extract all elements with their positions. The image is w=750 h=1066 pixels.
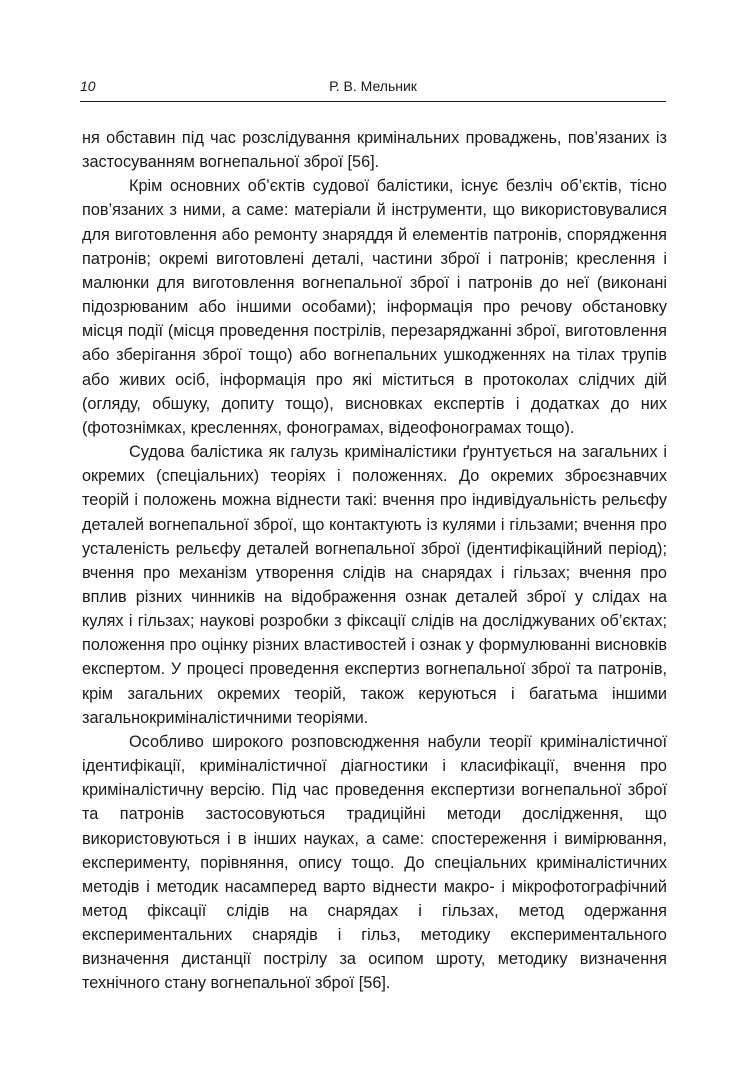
paragraph: Крім основних об’єктів судової балістики, існує безліч об’єктів, тісно пов’язаних з ними, а саме: матеріали й інструменти, що використовувалися для виготовлення або ремонту знаряддя й елементів патронів, спорядження патронів; окремі виготовлені деталі, частини зброї і патронів; креслення і малюнки для виготовлення вогнепальної зброї і патронів до неї (виконані підозрюваним або іншими особами); інформація про речову обстановку місця події (місця проведення пострілів, перезаряджанні зброї, виготовлення або зберігання зброї тощо) або вогнепальних ушкодженнях на тілах трупів або живих осіб, інформація про які міститься в протоколах слідчих дій (огляду, обшуку, допиту тощо), висновках експертів і додатках до них (фотознімках, кресленнях, фонограмах, відеофонограмах тощо). [82, 177, 667, 437]
paragraph: Особливо широкого розповсюдження набули теорії криміналістичної ідентифікації, криміналістичної діагностики і класифікації, вчення про криміналістичну версію. Під час проведення експертизи вогнепальної зброї та патронів застосовуються традиційні методи дослідження, що використовуються і в інших науках, а саме: спостереження і вимірювання, експерименту, порівняння, опису тощо. До спеціальних криміналістичних методів і методик насамперед варто віднести макро- і мікрофотографічний метод фіксації слідів на снарядах і гільзах, метод одержання експериментальних снарядів і гільз, методику експериментального визначення дистанції пострілу за осипом шроту, методику визначення технічного стану вогнепальної зброї [56]. [82, 732, 667, 993]
page-body [82, 126, 667, 996]
page-header [80, 78, 666, 100]
running-head-author: Р. В. Мельник [329, 78, 417, 94]
header-divider [80, 101, 666, 102]
page-number: 10 [80, 78, 96, 94]
paragraph: Судова балістика як галузь криміналістики ґрунтується на загальних і окремих (спеціальних) теоріях і положеннях. До окремих зброєзнавчих теорій і положень можна віднести такі: вчення про індивідуальність рельєфу деталей вогнепальної зброї, що контактують із кулями і гільзами; вчення про усталеність рельєфу деталей вогнепальної зброї (ідентифікаційний період); вчення про механізм утворення слідів на снарядах і гільзах; вчення про вплив різних чинників на відображення ознак деталей зброї у слідах на кулях і гільзах; наукові розробки з фіксації слідів на досліджуваних об’єктах; положення про оцінку різних властивостей і ознак у формулюванні висновків експертом. У процесі проведення експертиз вогнепальної зброї та патронів, крім загальних окремих теорій, також керуються і багатьма іншими загальнокриміналістичними теоріями. [82, 443, 667, 727]
paragraph-continued: ня обставин під час розслідування кримінальних проваджень, пов’язаних із застосуванням вогнепальної зброї [56]. [82, 129, 667, 172]
